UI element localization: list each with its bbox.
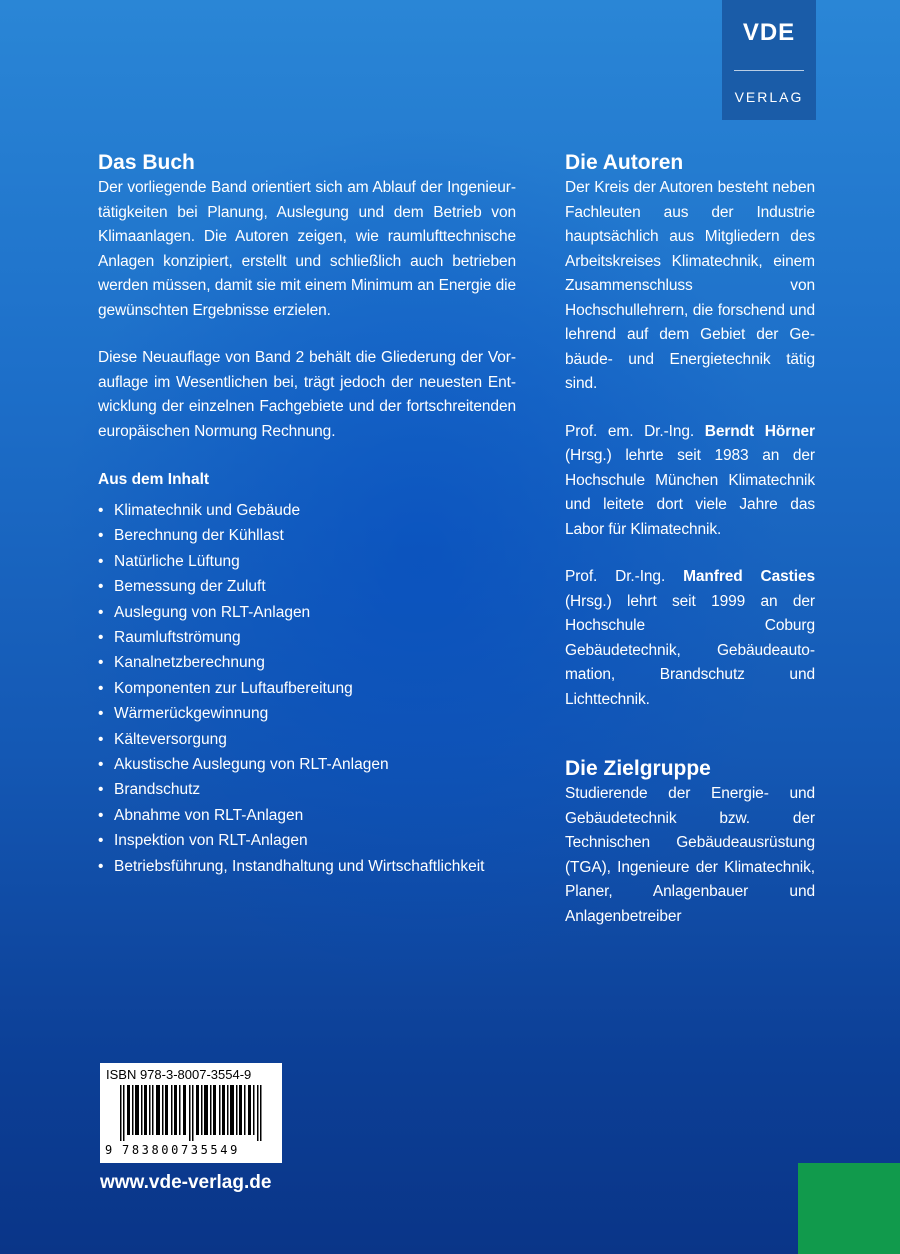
list-item: • Auslegung von RLT-Anlagen: [98, 600, 516, 625]
list-item: • Betriebsführung, Instandhaltung und Wirtschaftlichkeit: [98, 854, 516, 879]
barcode-first-digit: 9: [105, 1143, 113, 1157]
author-2-bio: lehrt seit 1999 an der Hochschule Coburg Gebäudetechnik, Gebäudeautomation, Brandschutz und Lichttechnik.: [565, 592, 815, 708]
publisher-logo: [722, 0, 816, 120]
contents-heading: Aus dem Inhalt: [98, 471, 210, 488]
list-item: • Raumluftströmung: [98, 625, 516, 650]
list-item: • Kanalnetzberechnung: [98, 650, 516, 675]
authors-intro: Der Kreis der Autoren besteht neben Fachleuten aus der Industrie hauptsächlich aus Mitgliedern des Arbeitskreises Klimatechnik, einem Zusammenschluss von Hochschullehrern, die forschend und lehrend auf dem Gebiet der Gebäude- und Energietechnik tätig sind.: [565, 179, 815, 392]
isbn-barcode: [100, 1063, 282, 1163]
author-1: [565, 420, 815, 543]
list-item: • Bemessung der Zuluft: [98, 574, 516, 599]
authors-heading: Die Autoren: [565, 151, 684, 174]
author-1-prefix: Prof. em. Dr.-Ing.: [565, 422, 695, 440]
logo-divider: [734, 70, 804, 71]
right-column: [565, 150, 815, 929]
list-item: • Komponenten zur Luftaufbereitung: [98, 676, 516, 701]
author-2: [565, 565, 815, 712]
website-link[interactable]: www.vde-verlag.de: [100, 1172, 272, 1193]
book-paragraph-1: Der vorliegende Band orientiert sich am Ablauf der Ingenieurtätigkeiten bei Planung, Auslegung und dem Betrieb von Klimaanlagen. Die Autoren zeigen, wie raumlufttechnische Anlagen konzipiert, erstellt und schließlich auch betrieben werden müssen, damit sie mit einem Minimum an Energie die gewünschten Ergebnisse erzielen.: [98, 179, 516, 319]
audience-text: Studierende der Energie- und Gebäudetechnik bzw. der Technischen Gebäudeausrüstung (TGA), Ingenieure der Klimatechnik, Planer, Anlagenbauer und Anlagenbetreiber: [565, 785, 815, 925]
author-1-bio: lehrte seit 1983 an der Hochschule München Klimatechnik und leitete dort viele Jahre das Labor für Klimatechnik.: [565, 447, 815, 538]
list-item: • Akustische Auslegung von RLT-Anlagen: [98, 752, 516, 777]
list-item: • Inspektion von RLT-Anlagen: [98, 828, 516, 853]
contents-list: [98, 498, 516, 879]
book-heading: Das Buch: [98, 151, 195, 174]
logo-sub: VERLAG: [734, 89, 804, 105]
list-item: • Kälteversorgung: [98, 727, 516, 752]
logo-brand: VDE: [742, 19, 796, 46]
list-item: • Klimatechnik und Gebäude: [98, 498, 516, 523]
list-item: • Berechnung der Kühllast: [98, 523, 516, 548]
list-item: • Wärmerückgewinnung: [98, 701, 516, 726]
list-item: • Abnahme von RLT-Anlagen: [98, 803, 516, 828]
author-1-name: Berndt Hörner: [704, 422, 815, 440]
barcode-digits: 783800735549: [122, 1143, 240, 1157]
audience-heading: Die Zielgruppe: [565, 757, 711, 780]
list-item: • Natürliche Lüftung: [98, 549, 516, 574]
author-2-name: Manfred Casties: [683, 568, 815, 585]
book-paragraph-2: Diese Neuauflage von Band 2 behält die Gliederung der Vorauflage im Wesentlichen bei, trägt jedoch der neuesten Entwicklung der einzelnen Fachgebiete und der fortschreitenden europäischen Normung Rechnung.: [98, 349, 516, 440]
list-item: • Brandschutz: [98, 777, 516, 802]
author-2-suffix: (Hrsg.): [565, 592, 612, 610]
left-column: [98, 150, 516, 879]
author-1-suffix: (Hrsg.): [565, 447, 612, 464]
author-2-prefix: Prof. Dr.-Ing.: [565, 568, 666, 585]
barcode-icon: [120, 1085, 262, 1141]
isbn-label: ISBN 978-3-8007-3554-9: [106, 1067, 252, 1082]
green-accent-block: [798, 1163, 900, 1254]
